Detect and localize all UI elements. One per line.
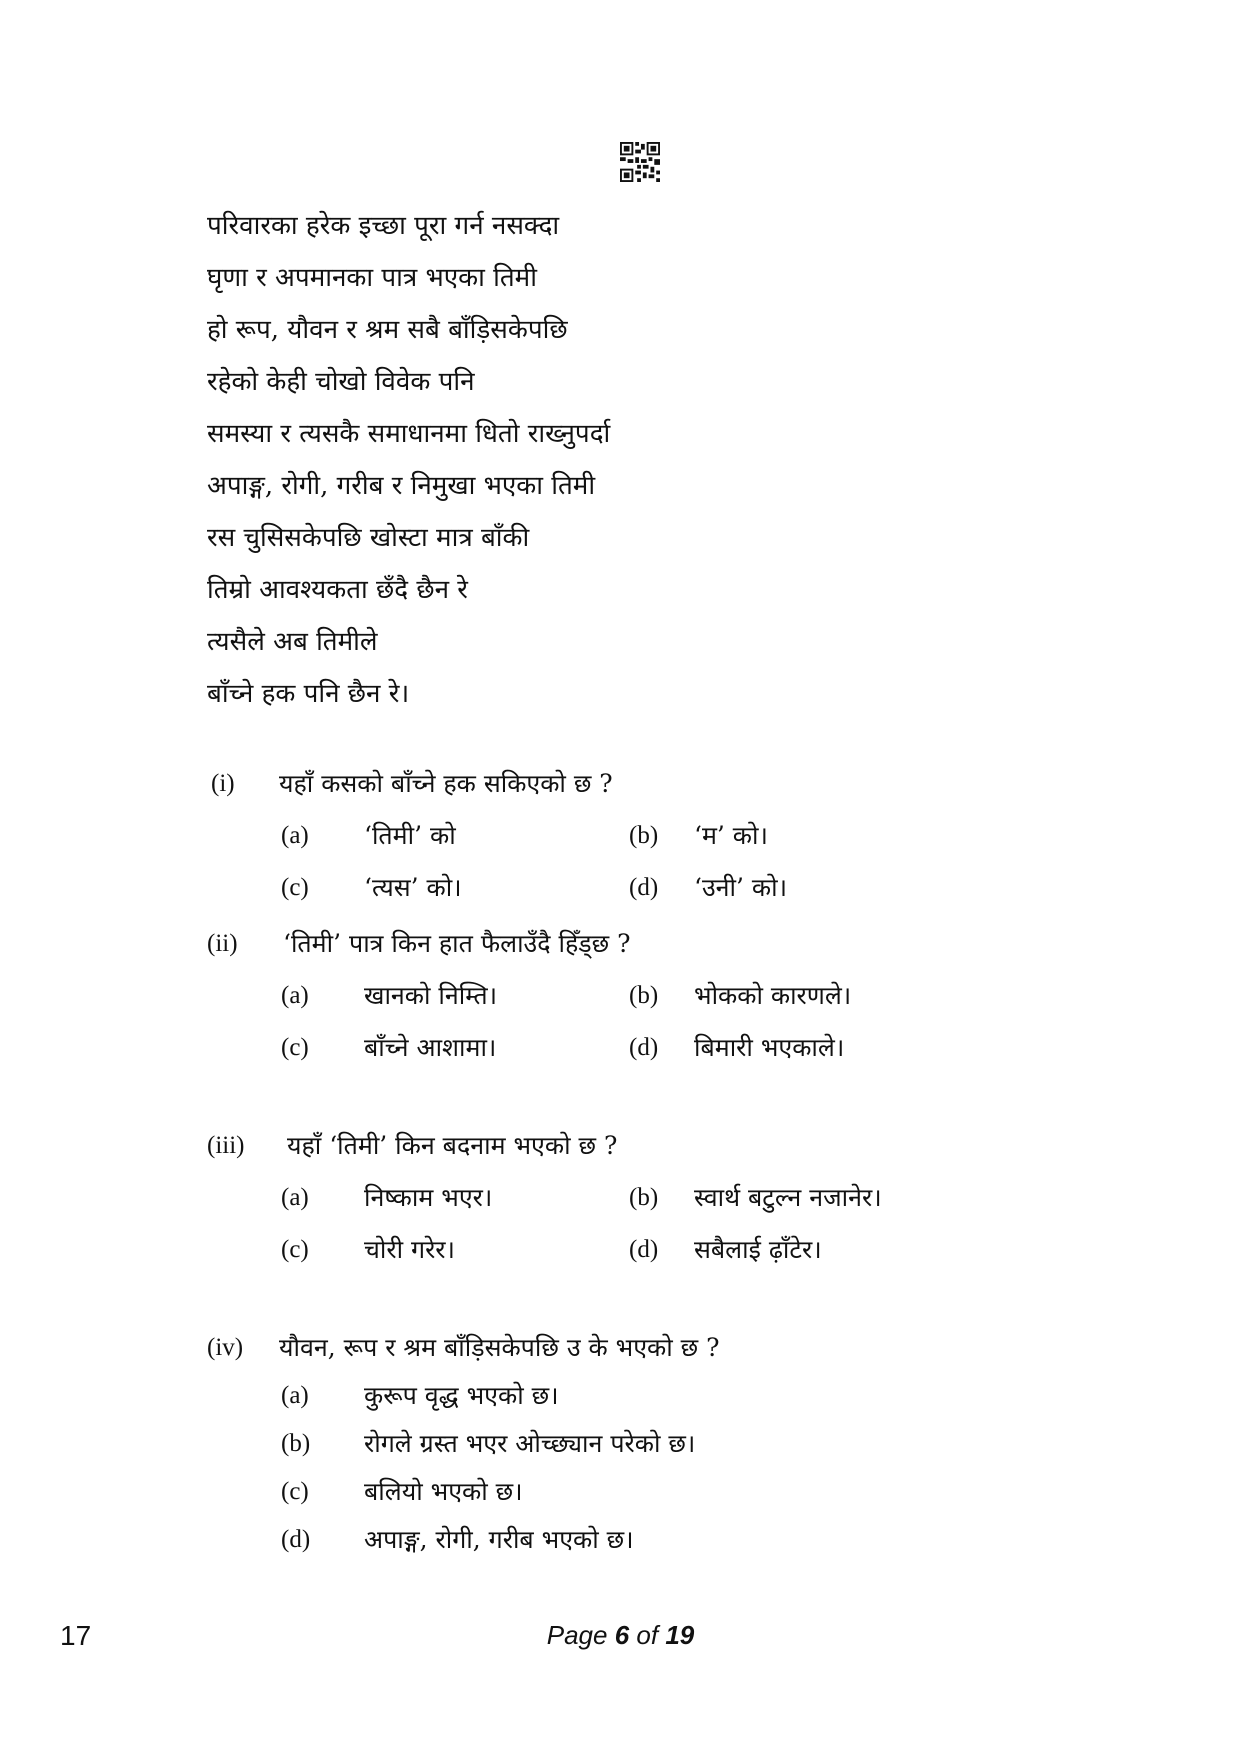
question-stem — [207, 918, 1107, 970]
question-number: (iv) — [207, 1334, 244, 1361]
poem-line: तिम्रो आवश्यकता छँदै छैन रे — [207, 575, 468, 605]
option-text[interactable]: ‘उनी’ को। — [694, 873, 788, 902]
option-text[interactable]: सबैलाई ढ़ाँटेर। — [694, 1235, 822, 1264]
option-label: (d) — [629, 1034, 659, 1061]
option-label: (d) — [281, 1526, 311, 1553]
option-text[interactable]: रोगले ग्रस्त भएर ओच्छ्यान परेको छ। — [364, 1429, 696, 1458]
option-label: (c) — [281, 874, 309, 901]
option-label: (b) — [629, 822, 659, 849]
poem-line: रस चुसिसकेपछि खोस्टा मात्र बाँकी — [207, 523, 530, 553]
question-number: (ii) — [207, 930, 238, 957]
option-row — [207, 1022, 1107, 1074]
question-number: (i) — [211, 770, 235, 797]
option-text[interactable]: खानको निम्ति। — [364, 981, 498, 1010]
option-text[interactable]: निष्काम भएर। — [364, 1183, 493, 1212]
question-stem — [207, 758, 1107, 810]
question-stem — [207, 1324, 1107, 1372]
option-label: (a) — [281, 1184, 309, 1211]
poem-line: अपाङ्ग, रोगी, गरीब र निमुखा भएका तिमी — [207, 471, 596, 501]
option-row — [207, 810, 1107, 862]
poem-line: रहेको केही चोखो विवेक पनि — [207, 367, 475, 397]
poem-line: हो रूप, यौवन र श्रम सबै बाँड़िसकेपछि — [207, 315, 568, 345]
poem-line: घृणा र अपमानका पात्र भएका तिमी — [207, 263, 537, 293]
option-label: (a) — [281, 982, 309, 1009]
option-row — [207, 1468, 1107, 1516]
page-total: 19 — [665, 1620, 695, 1650]
option-text[interactable]: ‘त्यस’ को। — [364, 873, 462, 902]
option-label: (a) — [281, 1382, 309, 1409]
option-row — [207, 1516, 1107, 1564]
question-text: यहाँ कसको बाँच्ने हक सकिएको छ ? — [279, 769, 613, 798]
option-text[interactable]: स्वार्थ बटुल्न नजानेर। — [694, 1183, 882, 1212]
question-text: यहाँ ‘तिमी’ किन बदनाम भएको छ ? — [287, 1131, 618, 1160]
option-text[interactable]: भोकको कारणले। — [694, 981, 852, 1010]
option-label: (d) — [629, 874, 659, 901]
option-label: (d) — [629, 1236, 659, 1263]
poem-line: परिवारका हरेक इच्छा पूरा गर्न नसक्दा — [207, 211, 560, 241]
question-text: ‘तिमी’ पात्र किन हात फैलाउँदै हिँड्छ ? — [283, 929, 631, 958]
question-4 — [207, 1324, 1107, 1564]
option-label: (b) — [281, 1430, 311, 1457]
option-label: (c) — [281, 1478, 309, 1505]
option-text[interactable]: बाँच्ने आशामा। — [364, 1033, 497, 1062]
option-row — [207, 1420, 1107, 1468]
option-text[interactable]: ‘म’ को। — [694, 821, 768, 850]
option-text[interactable]: ‘तिमी’ को — [364, 821, 456, 850]
option-row — [207, 970, 1107, 1022]
qr-code-icon — [620, 142, 660, 182]
option-label: (c) — [281, 1236, 309, 1263]
question-3 — [207, 1120, 1107, 1276]
question-2 — [207, 918, 1107, 1074]
question-1 — [207, 758, 1107, 914]
page-prefix: Page — [546, 1620, 615, 1650]
option-text[interactable]: बलियो भएको छ। — [364, 1477, 523, 1506]
option-label: (c) — [281, 1034, 309, 1061]
option-row — [207, 1224, 1107, 1276]
poem-line: त्यसैले अब तिमीले — [207, 627, 378, 657]
question-number: (iii) — [207, 1132, 245, 1159]
poem-passage — [207, 200, 1007, 720]
paper-code: 17 — [60, 1620, 92, 1651]
poem-line: समस्या र त्यसकै समाधानमा धितो राख्नुपर्दा — [207, 419, 611, 449]
question-stem — [207, 1120, 1107, 1172]
page-current: 6 — [614, 1620, 630, 1650]
page-of: of — [629, 1620, 666, 1650]
option-row — [207, 1172, 1107, 1224]
option-text[interactable]: चोरी गरेर। — [364, 1235, 455, 1264]
question-text: यौवन, रूप र श्रम बाँड़िसकेपछि उ के भएको छ ? — [279, 1333, 720, 1362]
option-text[interactable]: अपाङ्ग, रोगी, गरीब भएको छ। — [364, 1525, 634, 1554]
option-label: (b) — [629, 982, 659, 1009]
option-label: (b) — [629, 1184, 659, 1211]
option-text[interactable]: कुरूप वृद्ध भएको छ। — [364, 1381, 559, 1410]
option-text[interactable]: बिमारी भएकाले। — [694, 1033, 845, 1062]
poem-line: बाँच्ने हक पनि छैन रे। — [207, 679, 410, 709]
option-row — [207, 862, 1107, 914]
option-row — [207, 1372, 1107, 1420]
option-label: (a) — [281, 822, 309, 849]
page-number — [0, 1620, 1241, 1651]
